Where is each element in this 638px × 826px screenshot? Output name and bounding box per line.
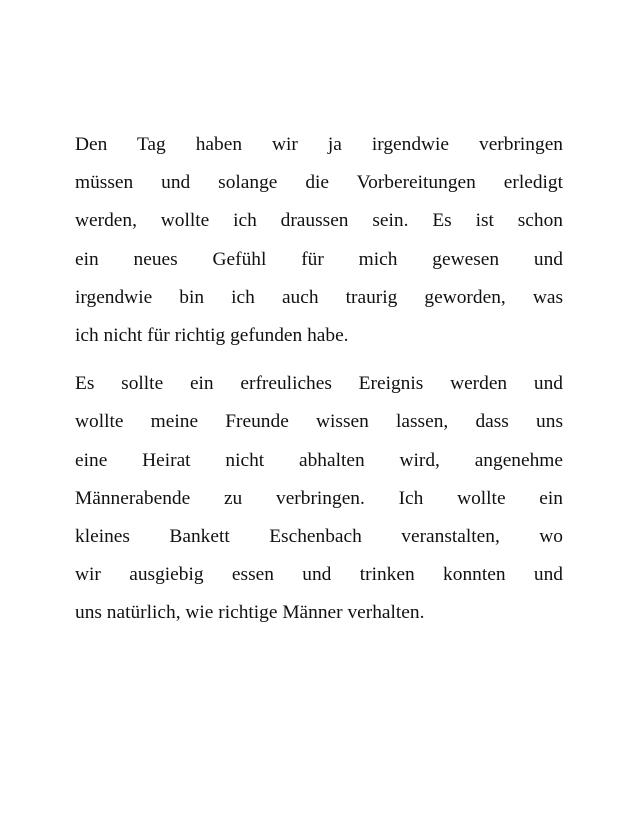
text-line: kleines Bankett Eschenbach veranstalten, wo [75, 525, 563, 547]
text-line: irgendwie bin ich auch traurig geworden, was [75, 286, 563, 308]
text-line: Männerabende zu verbringen. Ich wollte ein [75, 487, 563, 509]
text-line: eine Heirat nicht abhalten wird, angenehme [75, 449, 563, 471]
text-line: wir ausgiebig essen und trinken konnten und [75, 564, 563, 586]
text-line: ein neues Gefühl für mich gewesen und [75, 248, 563, 270]
text-line: ich nicht für richtig gefunden habe. [75, 324, 349, 346]
document-page [75, 126, 563, 632]
text-line: wollte meine Freunde wissen lassen, dass uns [75, 411, 563, 433]
text-line: müssen und solange die Vorbereitungen erledigt [75, 172, 563, 194]
text-line: uns natürlich, wie richtige Männer verhalten. [75, 602, 425, 624]
text-line: Es sollte ein erfreuliches Ereignis werden und [75, 373, 563, 395]
paragraph-1 [75, 126, 563, 355]
paragraph-spacer [75, 355, 563, 365]
paragraph-2 [75, 365, 563, 632]
text-line: Den Tag haben wir ja irgendwie verbringen [75, 134, 563, 155]
text-line: werden, wollte ich draussen sein. Es ist schon [75, 210, 563, 232]
